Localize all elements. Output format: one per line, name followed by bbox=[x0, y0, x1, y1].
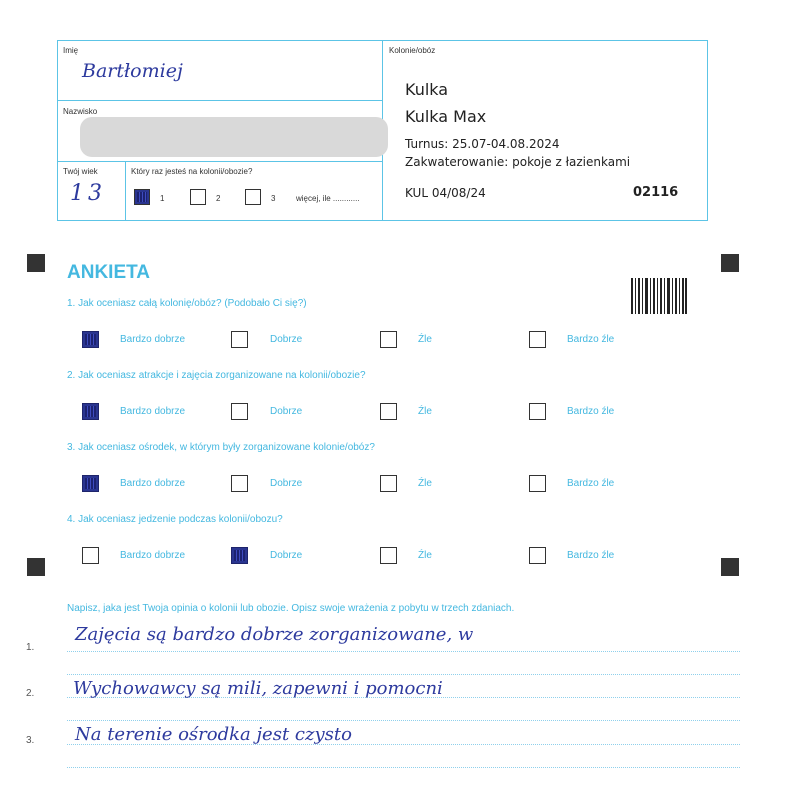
q3-option-bardzo-dobrze-checkbox[interactable] bbox=[82, 475, 99, 492]
q1-option-bardzo-zle-label: Bardzo źle bbox=[567, 334, 615, 345]
header-divider-2 bbox=[57, 161, 383, 162]
wiek-value[interactable]: 13 bbox=[70, 181, 106, 206]
ktory-raz-label: Który raz jesteś na kolonii/obozie? bbox=[131, 167, 253, 176]
nazwisko-label: Nazwisko bbox=[63, 107, 98, 116]
opinion-prompt: Napisz, jaka jest Twoja opinia o kolonii lub obozie. Opisz swoje wrażenia z pobytu w trzech zdaniach. bbox=[67, 603, 515, 614]
nazwisko-redacted bbox=[80, 117, 388, 157]
q2-option-dobrze-checkbox[interactable] bbox=[231, 403, 248, 420]
q4-option-bardzo-dobrze-label: Bardzo dobrze bbox=[120, 550, 186, 561]
q4-option-dobrze-checkbox[interactable] bbox=[231, 547, 248, 564]
q1-option-zle-label: Źle bbox=[418, 334, 432, 345]
opinion-line-1[interactable]: Zajęcia są bardzo dobrze zorganizowane, w bbox=[75, 624, 474, 645]
header-divider-1 bbox=[57, 100, 383, 101]
q1-option-bardzo-dobrze-label: Bardzo dobrze bbox=[120, 334, 186, 345]
writing-line bbox=[67, 767, 740, 768]
q4-option-dobrze-label: Dobrze bbox=[270, 550, 303, 561]
header-divider-age bbox=[125, 161, 126, 221]
writing-line bbox=[67, 720, 740, 721]
barcode-icon bbox=[631, 278, 687, 314]
ktory-raz-option-2: 2 bbox=[216, 194, 221, 203]
q4-option-bardzo-zle-label: Bardzo źle bbox=[567, 550, 615, 561]
line-number-2: 2. bbox=[26, 688, 35, 699]
question-1-text: 1. Jak oceniasz całą kolonię/obóz? (Podobało Ci się?) bbox=[67, 298, 307, 309]
kolonie-name-1: Kulka bbox=[405, 80, 449, 99]
question-3-text: 3. Jak oceniasz ośrodek, w którym były zorganizowane kolonie/obóz? bbox=[67, 442, 375, 453]
imie-value[interactable]: Bartłomiej bbox=[82, 60, 183, 82]
q3-option-zle-checkbox[interactable] bbox=[380, 475, 397, 492]
q4-option-zle-label: Źle bbox=[418, 550, 432, 561]
q2-option-zle-checkbox[interactable] bbox=[380, 403, 397, 420]
ktory-raz-option-3: 3 bbox=[271, 194, 276, 203]
line-number-1: 1. bbox=[26, 642, 35, 653]
writing-line bbox=[67, 651, 740, 652]
alignment-marker bbox=[27, 558, 45, 576]
opinion-line-2[interactable]: Wychowawcy są mili, zapewni i pomocni bbox=[73, 678, 443, 699]
q4-option-bardzo-zle-checkbox[interactable] bbox=[529, 547, 546, 564]
form-number: 02116 bbox=[633, 185, 679, 200]
q1-option-dobrze-checkbox[interactable] bbox=[231, 331, 248, 348]
q4-option-zle-checkbox[interactable] bbox=[380, 547, 397, 564]
ktory-raz-checkbox-1[interactable] bbox=[134, 189, 150, 205]
zakwaterowanie: Zakwaterowanie: pokoje z łazienkami bbox=[405, 155, 631, 169]
q3-option-bardzo-dobrze-label: Bardzo dobrze bbox=[120, 478, 186, 489]
ktory-raz-option-1: 1 bbox=[160, 194, 165, 203]
q3-option-dobrze-checkbox[interactable] bbox=[231, 475, 248, 492]
writing-line bbox=[67, 674, 740, 675]
question-4-text: 4. Jak oceniasz jedzenie podczas kolonii/obozu? bbox=[67, 514, 283, 525]
wiek-label: Twój wiek bbox=[63, 167, 98, 176]
q2-option-bardzo-dobrze-label: Bardzo dobrze bbox=[120, 406, 186, 417]
kolonie-name-2: Kulka Max bbox=[405, 107, 487, 126]
alignment-marker bbox=[721, 254, 739, 272]
question-2-text: 2. Jak oceniasz atrakcje i zajęcia zorganizowane na kolonii/obozie? bbox=[67, 370, 366, 381]
q2-option-bardzo-dobrze-checkbox[interactable] bbox=[82, 403, 99, 420]
survey-title: ANKIETA bbox=[67, 262, 151, 283]
kolonie-code: KUL 04/08/24 bbox=[405, 186, 486, 200]
q1-option-bardzo-dobrze-checkbox[interactable] bbox=[82, 331, 99, 348]
q2-option-bardzo-zle-checkbox[interactable] bbox=[529, 403, 546, 420]
ktory-raz-checkbox-3[interactable] bbox=[245, 189, 261, 205]
q3-option-zle-label: Źle bbox=[418, 478, 432, 489]
q1-option-dobrze-label: Dobrze bbox=[270, 334, 303, 345]
kolonie-label: Kolonie/obóz bbox=[389, 46, 436, 55]
ktory-raz-checkbox-2[interactable] bbox=[190, 189, 206, 205]
q4-option-bardzo-dobrze-checkbox[interactable] bbox=[82, 547, 99, 564]
turnus: Turnus: 25.07-04.08.2024 bbox=[405, 137, 560, 151]
q3-option-bardzo-zle-checkbox[interactable] bbox=[529, 475, 546, 492]
q1-option-zle-checkbox[interactable] bbox=[380, 331, 397, 348]
alignment-marker bbox=[721, 558, 739, 576]
alignment-marker bbox=[27, 254, 45, 272]
q2-option-bardzo-zle-label: Bardzo źle bbox=[567, 406, 615, 417]
line-number-3: 3. bbox=[26, 735, 35, 746]
q3-option-bardzo-zle-label: Bardzo źle bbox=[567, 478, 615, 489]
q2-option-dobrze-label: Dobrze bbox=[270, 406, 303, 417]
opinion-line-3[interactable]: Na terenie ośrodka jest czysto bbox=[75, 724, 352, 745]
q2-option-zle-label: Źle bbox=[418, 406, 432, 417]
q1-option-bardzo-zle-checkbox[interactable] bbox=[529, 331, 546, 348]
ktory-raz-option-more: więcej, ile ............ bbox=[296, 194, 360, 203]
imie-label: Imię bbox=[63, 46, 79, 55]
q3-option-dobrze-label: Dobrze bbox=[270, 478, 303, 489]
